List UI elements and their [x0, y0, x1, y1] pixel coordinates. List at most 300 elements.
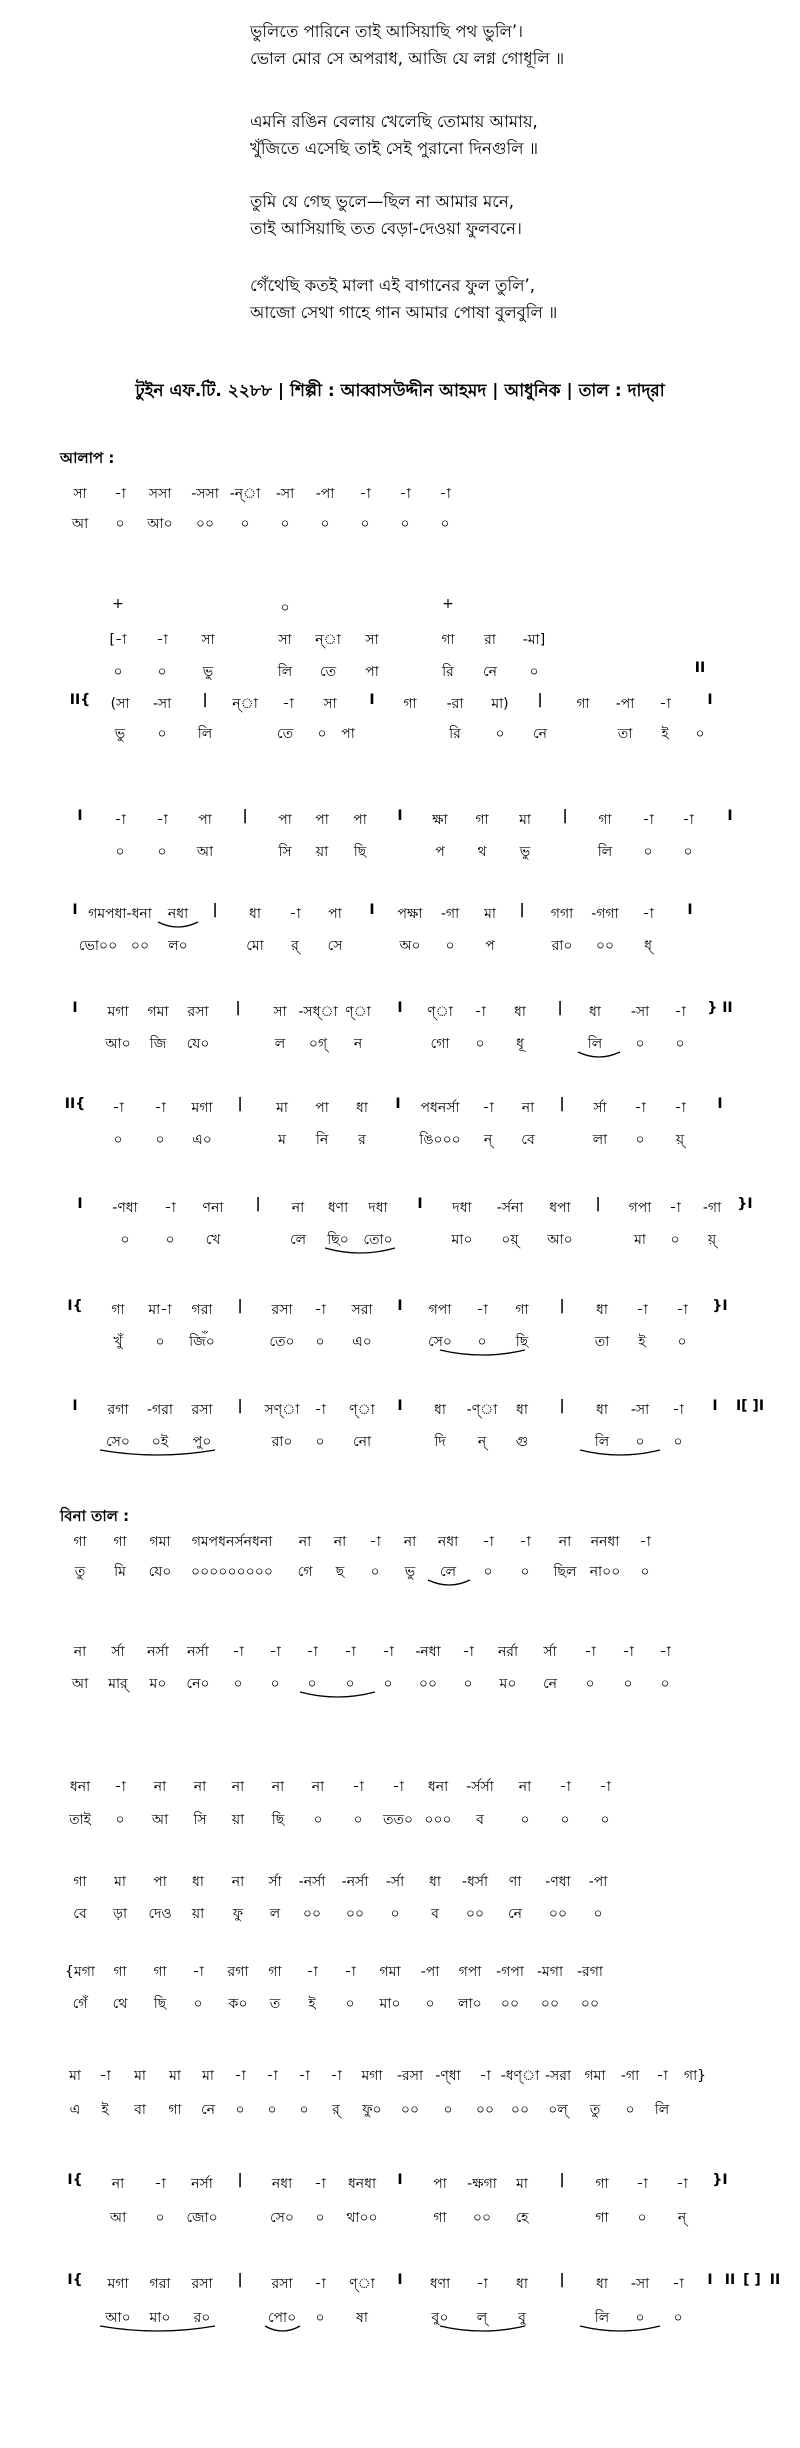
notation-cell: য়া — [315, 844, 329, 860]
notation-cell: দি — [434, 1434, 446, 1450]
notation-cell: ০০০ — [424, 1812, 452, 1828]
notation-cell: পা — [341, 726, 355, 742]
notation-cell: I{ — [67, 2172, 83, 2188]
notation-cell: -পা — [588, 1874, 608, 1890]
notation-row — [0, 1808, 800, 1832]
notation-cell: পো০ — [267, 2310, 297, 2326]
notation-cell: I — [707, 2272, 713, 2288]
notation-cell: ০০ — [195, 516, 215, 532]
notation-cell: ই — [308, 1996, 316, 2012]
notation-cell: | — [237, 1096, 243, 1112]
notation-cell: নে — [542, 1676, 558, 1692]
notation-cell: ০ — [529, 664, 539, 680]
notation-cell: সি — [278, 844, 292, 860]
notation-cell: | — [557, 1000, 563, 1016]
notation-cell: ধনধা — [347, 2176, 377, 2192]
notation-cell: ভু — [202, 664, 214, 680]
notation-cell: পা — [433, 2176, 447, 2192]
notation-cell: ধূ — [516, 1036, 524, 1052]
notation-cell: ষা — [356, 2310, 368, 2326]
record-heading: টুইন এফ.টি. ২২৮৮ | শিল্পী : আব্বাসউদ্দীন আহমদ | আধুনিক | তাল : দাদ্‌রা — [135, 381, 665, 401]
notation-cell: মা — [134, 2068, 146, 2084]
notation-cell: -সা — [630, 1402, 650, 1418]
notation-cell: ছি০ — [327, 1232, 349, 1248]
notation-cell: পা — [328, 906, 342, 922]
notation-cell: ম — [278, 1132, 286, 1148]
notation-cell: I — [687, 902, 693, 918]
notation-cell: সা — [73, 486, 87, 502]
notation-cell: [ ] — [743, 2272, 761, 2288]
notation-cell: -া — [476, 2276, 488, 2292]
notation-cell: -সধ্া — [298, 1004, 338, 1020]
notation-cell: ণ্া — [349, 2276, 375, 2292]
notation-lyric-row — [0, 2064, 800, 2088]
notation-row — [0, 934, 800, 958]
notation-cell: } II — [707, 1000, 733, 1016]
notation-cell: তত০ — [382, 1812, 414, 1828]
notation-cell: -া — [474, 1004, 486, 1020]
notation-cell: না — [558, 1534, 572, 1550]
notation-cell: নে — [482, 664, 498, 680]
notation-cell: -া — [314, 2276, 326, 2292]
notation-cell: ই — [638, 1334, 646, 1350]
notation-cell: প — [435, 844, 445, 860]
notation-cell: তা — [594, 1334, 610, 1350]
notation-cell: ম০ — [499, 1676, 517, 1692]
notation-cell: গা — [576, 696, 590, 712]
notation-cell: খুঁ — [113, 1334, 123, 1350]
notation-cell: ০ই — [151, 1434, 169, 1450]
notation-cell: ছ — [335, 1564, 345, 1580]
notation-cell: গরা — [149, 2276, 171, 2292]
notation-cell: ০ — [640, 1564, 650, 1580]
notation-cell: ০ — [560, 1812, 570, 1828]
notation-cell: য়্ — [707, 1232, 717, 1248]
notation-cell: না — [521, 1100, 535, 1116]
notation-cell: -া — [114, 812, 126, 828]
notation-cell: গা} — [683, 2068, 707, 2084]
notation-cell: গা — [595, 2176, 609, 2192]
notation-cell: মা০ — [451, 1232, 473, 1248]
notation-cell: -গা — [440, 906, 460, 922]
notation-cell: ০০০০০০০০০ — [191, 1564, 273, 1580]
poem-stanza — [250, 18, 564, 72]
notation-cell: মা) — [491, 696, 509, 712]
notation-cell: সরা — [351, 1302, 373, 1318]
notation-cell: ০ — [360, 516, 370, 532]
notation-cell: -সা — [275, 486, 295, 502]
notation-cell: ০ — [313, 1812, 323, 1828]
notation-cell: গপা — [428, 1302, 452, 1318]
notation-cell: -গা — [620, 2068, 640, 2084]
notation-cell: গগা — [550, 906, 574, 922]
notation-cell: ধা — [514, 1004, 526, 1020]
notation-cell: গা — [595, 2210, 609, 2226]
notation-cell: -া — [634, 1100, 646, 1116]
poem-line: এমনি রঙিন বেলায় খেলেছি তোমায় আমায়, — [250, 112, 538, 131]
notation-lyric-row — [0, 1870, 800, 1894]
notation-cell: -া — [674, 1100, 686, 1116]
notation-cell: ০ — [157, 844, 167, 860]
notation-cell: ০ — [115, 516, 125, 532]
notation-cell: -মগা — [536, 1964, 564, 1980]
notation-cell: সা — [273, 1004, 287, 1020]
notation-cell: ল — [274, 1036, 286, 1052]
notation-cell: আ০ — [147, 516, 173, 532]
notation-cell: -সা — [630, 2276, 650, 2292]
notation-cell: ০ — [115, 844, 125, 860]
notation-cell: গমপধনর্সনধনা — [191, 1534, 273, 1550]
poem-line: তাই আসিয়াছি তত বেড়া-দেওয়া ফুলবনে। — [250, 219, 522, 238]
notation-cell: মা — [69, 2068, 81, 2084]
notation-cell: -া — [282, 696, 294, 712]
notation-cell: ০ — [673, 1434, 683, 1450]
notation-cell: নর্রা — [497, 1644, 519, 1660]
notation-cell: আ — [71, 516, 89, 532]
notation-cell: লি — [654, 2102, 670, 2118]
poem-line: ভুলিতে পারিনে তাই আসিয়াছি পথ ভুলি’। — [250, 22, 523, 41]
notation-lyric-row — [0, 692, 800, 716]
notation-cell: -া — [676, 2176, 688, 2192]
notation-cell: -ণ্া — [466, 1402, 498, 1418]
notation-cell: বে — [73, 1906, 87, 1922]
notation-cell: য়া — [231, 1812, 245, 1828]
notation-cell: য়্ — [675, 1132, 685, 1148]
notation-lyric-row — [0, 1775, 800, 1799]
notation-cell: তাই — [69, 1812, 91, 1828]
notation-cell: | — [202, 692, 208, 708]
notation-cell: -গপা — [496, 1964, 524, 1980]
notation-row — [0, 1430, 800, 1454]
notation-cell: ফু — [232, 1906, 244, 1922]
notation-cell: ০ — [520, 1564, 530, 1580]
notation-cell: ০ — [233, 1676, 243, 1692]
notation-row — [0, 840, 800, 864]
notation-cell: না — [291, 1200, 305, 1216]
notation-cell: ভু — [519, 844, 531, 860]
notation-lyric-row — [0, 1298, 800, 1322]
alap-label: আলাপ : — [60, 449, 115, 467]
notation-cell: ০ — [635, 2310, 645, 2326]
notation-cell: ল — [269, 1906, 281, 1922]
notation-cell: -া — [476, 1302, 488, 1318]
notation-cell: ০ — [155, 2210, 165, 2226]
notation-cell: -া — [266, 2068, 278, 2084]
notation-cell: মগা — [191, 1100, 213, 1116]
notation-cell: -সসা — [191, 486, 219, 502]
notation-cell: -া — [232, 1644, 244, 1660]
notation-row — [0, 482, 800, 506]
notation-lyric-row — [0, 628, 800, 652]
notation-cell: ণা — [508, 1874, 522, 1890]
poem-line: গেঁথেছি কতই মালা এই বাগানের ফুল তুলি’, — [250, 276, 536, 295]
notation-cell: | — [559, 2172, 565, 2188]
notation-cell: ০০ — [472, 2210, 492, 2226]
notation-cell: রা — [484, 632, 496, 648]
notation-cell: ০ — [673, 2310, 683, 2326]
notation-cell: যে০ — [186, 1036, 210, 1052]
notation-cell: I — [369, 902, 375, 918]
notation-cell: ০ — [683, 844, 693, 860]
notation-cell: -গগা — [591, 906, 619, 922]
notation-cell: পধনর্সা — [420, 1100, 460, 1116]
notation-cell: ভু — [114, 726, 126, 742]
notation-cell: খে — [205, 1232, 221, 1248]
notation-cell: -া — [114, 486, 126, 502]
notation-cell: পা — [153, 1874, 167, 1890]
notation-cell: গা — [403, 696, 417, 712]
notation-cell: ০ — [307, 1676, 317, 1692]
notation-cell: না — [153, 1779, 167, 1795]
notation-cell: ০ — [635, 1036, 645, 1052]
poem-line: ভোল মোর সে অপরাধ, আজি যে লগ্ন গোধূলি ॥ — [250, 49, 565, 68]
notation-cell: দেও — [148, 1906, 172, 1922]
notation-cell: -নর্সা — [298, 1874, 326, 1890]
notation-cell: ০ — [120, 1232, 130, 1248]
notation-cell: -া — [99, 2068, 111, 2084]
notation-cell: ০ — [240, 516, 250, 532]
notation-cell: I — [395, 1096, 401, 1112]
notation-cell: -া — [672, 1402, 684, 1418]
notation-cell: -া — [392, 1779, 404, 1795]
poem-line: আজো সেথা গাহে গান আমার পোষা বুলবুলি ॥ — [250, 303, 558, 322]
notation-cell: জো০ — [186, 2210, 218, 2226]
notation-cell: -র্সর্সা — [466, 1779, 494, 1795]
notation-cell: রসা — [191, 1402, 213, 1418]
notation-cell: -ণ্ধা — [435, 2068, 461, 2084]
notation-cell: ০ — [635, 1132, 645, 1148]
notation-cell: I — [77, 1196, 83, 1212]
notation-cell: -ধণ্া — [500, 2068, 540, 2084]
notation-cell: ০ — [593, 1906, 603, 1922]
notation-cell: মগা — [361, 2068, 383, 2084]
notation-cell: ক্ষা — [432, 812, 448, 828]
notation-cell: ধা — [596, 1302, 608, 1318]
notation-cell: ভু — [404, 1564, 416, 1580]
notation-cell: -া — [519, 1534, 531, 1550]
notation-lyric-row — [0, 1000, 800, 1024]
notation-row — [0, 660, 800, 684]
notation-cell: -া — [659, 696, 671, 712]
notation-cell: ধা — [516, 2276, 528, 2292]
notation-cell: I — [727, 808, 733, 824]
notation-cell: -া — [642, 906, 654, 922]
notation-cell: বা — [134, 2102, 146, 2118]
notation-cell: ০০ — [580, 1996, 600, 2012]
notation-cell: ০ — [315, 1434, 325, 1450]
notation-cell: | — [559, 1096, 565, 1112]
notation-cell: -র্সা — [385, 1874, 405, 1890]
notation-cell: তে০ — [269, 1334, 295, 1350]
notation-cell: ০ — [677, 1334, 687, 1350]
notation-cell: ০ — [643, 844, 653, 860]
notation-cell: ০ — [600, 1812, 610, 1828]
notation-cell: -া — [154, 2176, 166, 2192]
notation-cell: মা — [519, 812, 531, 828]
notation-cell: গা — [441, 632, 455, 648]
notation-cell: নে০ — [186, 1676, 210, 1692]
notation-cell: ধনা — [427, 1779, 449, 1795]
notation-cell: ০ল্ — [548, 2102, 568, 2118]
notation-cell: তু — [74, 1564, 86, 1580]
notation-cell: গমপধা-ধনা — [88, 906, 152, 922]
notation-row — [0, 1672, 800, 1696]
notation-cell: ০ — [157, 664, 167, 680]
notation-cell: নর্সা — [147, 1644, 169, 1660]
notation-cell: গু — [515, 1434, 529, 1450]
notation-cell: -পা — [615, 696, 635, 712]
notation-cell: | — [242, 808, 248, 824]
notation-cell: | — [559, 1398, 565, 1414]
notation-cell: সা — [323, 696, 337, 712]
notation-cell: -সা — [630, 1004, 650, 1020]
notation-cell: ন্ — [477, 1434, 487, 1450]
notation-cell: নর্সা — [191, 2176, 213, 2192]
notation-cell: ০ — [345, 1676, 355, 1692]
notation-cell: আ — [109, 2210, 127, 2226]
notation-lyric-row — [0, 1096, 800, 1120]
notation-cell: প — [485, 938, 495, 954]
notation-cell: ছি — [271, 1812, 285, 1828]
notation-cell: ০০ — [510, 2102, 530, 2118]
notation-cell: র্সা — [593, 1100, 607, 1116]
notation-cell: রসা — [271, 1302, 293, 1318]
notation-lyric-row — [0, 902, 800, 926]
notation-cell: ধা — [434, 1402, 446, 1418]
notation-cell: ০০ — [345, 1906, 365, 1922]
notation-cell: ম০ — [149, 1676, 167, 1692]
notation-cell: গা — [73, 1534, 87, 1550]
notation-cell: -া — [669, 1200, 681, 1216]
notation-cell: এ — [69, 2102, 81, 2118]
notation-cell: মো — [246, 938, 264, 954]
notation-cell: লি — [597, 844, 613, 860]
notation-cell: পু০ — [192, 1434, 212, 1450]
notation-cell: ০য়্ — [501, 1232, 519, 1248]
notation-cell: ০০ — [500, 1996, 520, 2012]
notation-cell: না — [333, 1534, 347, 1550]
notation-cell: ছি — [515, 1334, 529, 1350]
notation-cell: ০০ — [400, 2102, 420, 2118]
notation-cell: নর্সা — [187, 1644, 209, 1660]
notation-row — [0, 722, 800, 746]
notation-cell: গা — [168, 2102, 182, 2118]
notation-cell: | — [519, 902, 525, 918]
notation-cell: নে — [532, 726, 548, 742]
notation-cell: I{ — [67, 2272, 83, 2288]
notation-cell: পা — [278, 812, 292, 828]
notation-row — [0, 1992, 800, 2016]
notation-cell: -ণধা — [112, 1200, 138, 1216]
notation-cell: | — [212, 902, 218, 918]
notation-cell: ০ — [345, 1996, 355, 2012]
notation-row — [0, 1032, 800, 1056]
notation-cell: -রগা — [577, 1964, 603, 1980]
notation-cell: ০০ — [130, 938, 150, 954]
notation-cell: মা-া — [148, 1302, 172, 1318]
notation-cell: ০ — [400, 516, 410, 532]
notation-cell: ধা — [516, 1402, 528, 1418]
notation-cell: -া — [306, 1644, 318, 1660]
notation-cell: না — [231, 1874, 245, 1890]
notation-lyric-row — [0, 1530, 800, 1554]
notation-cell: -র্সনা — [496, 1200, 524, 1216]
notation-cell: II — [694, 660, 706, 676]
notation-cell: -া — [234, 2068, 246, 2084]
notation-cell: -া — [330, 2068, 342, 2084]
notation-cell: -া — [314, 1302, 326, 1318]
notation-cell: -া — [359, 486, 371, 502]
notation-cell: ন — [353, 1036, 363, 1052]
notation-cell: ০ — [475, 1036, 485, 1052]
notation-row — [0, 512, 800, 536]
notation-cell: নধা — [437, 1534, 459, 1550]
notation-cell: রা০ — [551, 938, 573, 954]
notation-cell: মগা — [107, 1004, 129, 1020]
notation-cell: গা — [268, 1964, 282, 1980]
notation-cell: গা — [113, 1964, 127, 1980]
notation-cell: ন্ — [677, 2210, 687, 2226]
notation-cell: ০০ — [475, 2102, 495, 2118]
notation-cell: সে০ — [105, 1434, 131, 1450]
notation-cell: গা — [153, 1964, 167, 1980]
notation-cell: ০ — [315, 2310, 325, 2326]
notation-cell: পা — [365, 664, 379, 680]
notation-cell: I — [369, 692, 375, 708]
notation-cell: ল০ — [168, 938, 188, 954]
notation-cell: গা — [475, 812, 489, 828]
notation-cell: -সরা — [544, 2068, 572, 2084]
notation-cell: ০০ — [540, 1996, 560, 2012]
notation-cell: | — [562, 808, 568, 824]
notation-cell: গা — [73, 1874, 87, 1890]
notation-cell: এ০ — [192, 1132, 212, 1148]
notation-cell: থে — [112, 1996, 128, 2012]
notation-cell: -া — [369, 1534, 381, 1550]
notation-cell: ধপা — [549, 1200, 571, 1216]
notation-cell: ০ — [495, 726, 505, 742]
notation-cell: পা — [353, 812, 367, 828]
notation-cell: I{ — [67, 1298, 83, 1314]
notation-cell: ধনা — [69, 1779, 91, 1795]
notation-cell: -া — [599, 1779, 611, 1795]
notation-cell: ০গ্ — [308, 1036, 328, 1052]
poem-line: তুমি যে গেছ ভুলে—ছিল না আমার মনে, — [250, 192, 514, 211]
notation-cell: I[ ]I — [735, 1398, 765, 1414]
notation-lyric-row — [0, 1960, 800, 1984]
notation-cell: ল্ — [476, 2310, 488, 2326]
notation-cell: রগা — [227, 1964, 249, 1980]
notation-cell: না — [298, 1534, 312, 1550]
notation-cell: য়া — [191, 1906, 205, 1922]
notation-cell: ভো০০ — [78, 938, 118, 954]
notation-cell: না — [193, 1779, 207, 1795]
notation-cell: | — [235, 1000, 241, 1016]
notation-cell: ণনা — [202, 1200, 224, 1216]
notation-cell: গা — [515, 1302, 529, 1318]
notation-cell: -গরা — [147, 1402, 173, 1418]
notation-cell: মগা — [107, 2276, 129, 2292]
notation-cell: না — [231, 1779, 245, 1795]
notation-cell: ধা — [589, 1004, 601, 1020]
notation-cell: -া — [154, 1100, 166, 1116]
notation-cell: দধা — [452, 1200, 472, 1216]
notation-cell: ০ — [115, 1812, 125, 1828]
notation-cell: -া — [639, 1534, 651, 1550]
notation-cell: -গা — [702, 1200, 722, 1216]
notation-cell: আ০ — [547, 1232, 573, 1248]
notation-cell: ০ — [477, 1334, 487, 1350]
